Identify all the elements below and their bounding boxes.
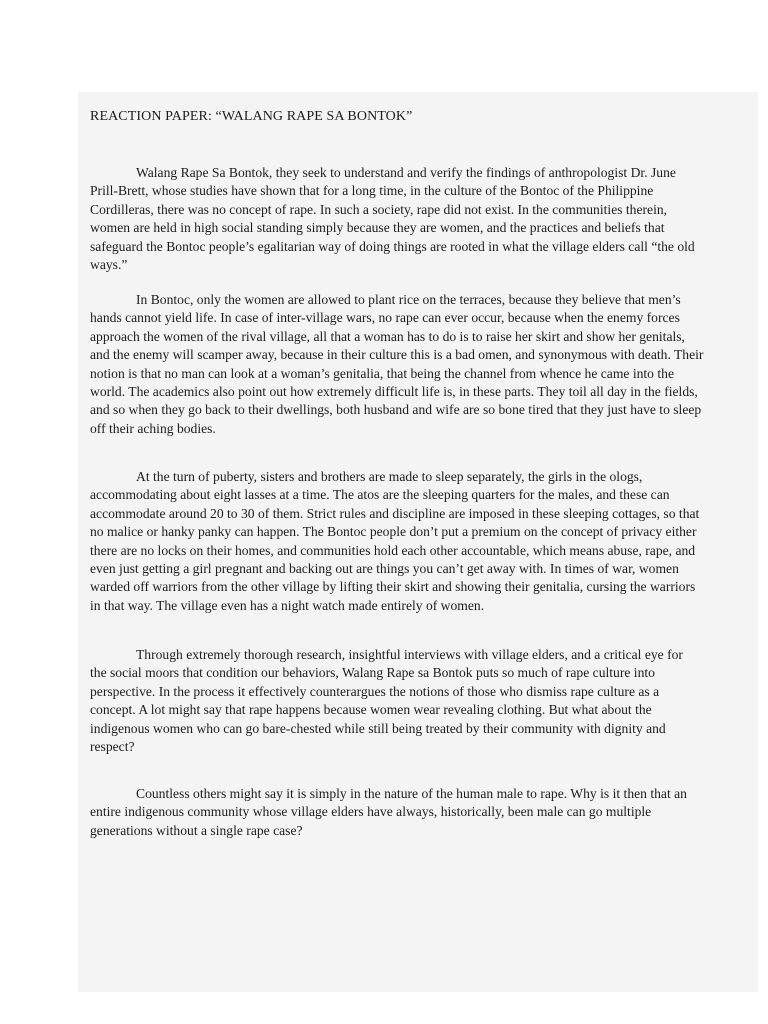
- paragraph-3: At the turn of puberty, sisters and brothers are made to sleep separately, the girls in the ologs, accommodating about eight lasses at a time. The atos are the sleeping quarters for the males, and these can accommodate around 20 to 30 of them. Strict rules and discipline are imposed in these sleeping cottages, so that no malice or hanky panky can happen. The Bontoc people don’t put a premium on the concept of privacy either there are no locks on their homes, and communities hold each other accountable, which means abuse, rape, and even just getting a girl pregnant and backing out are things you can’t get away with. In times of war, women warded off warriors from the other village by lifting their skirt and showing their genitalia, cursing the warriors in that way. The village even has a night watch made entirely of women.: [90, 469, 700, 613]
- document-body: [90, 108, 705, 838]
- paragraph-2: In Bontoc, only the women are allowed to plant rice on the terraces, because they believe that men’s hands cannot yield life. In case of inter-village wars, no rape can ever occur, because when the enemy forces approach the women of the rival village, all that a woman has to do is to raise her skirt and show her genitals, and the enemy will scamper away, because in their culture this is a bad omen, and synonymous with death. Their notion is that no man can look at a woman’s genitalia, that being the channel from whence he came into the world. The academics also point out how extremely difficult life is, in these parts. They toil all day in the fields, and so when they go back to their dwellings, both husband and wife are so bone tired that they just have to sleep off their aching bodies.: [90, 292, 704, 436]
- paragraph-4: Through extremely thorough research, insightful interviews with village elders, and a critical eye for the social moors that condition our behaviors, Walang Rape sa Bontok puts so much of rape culture into perspective. In the process it effectively counterargues the notions of those who dismiss rape culture as a concept. A lot might say that rape happens because women wear revealing clothing. But what about the indigenous women who can go bare-chested while still being treated by their community with dignity and respect?: [90, 647, 683, 755]
- paragraph-5: Countless others might say it is simply in the nature of the human male to rape. Why is it then that an entire indigenous community whose village elders have always, historically, been male can go multiple generations without a single rape case?: [90, 786, 687, 838]
- paragraph-1: Walang Rape Sa Bontok, they seek to understand and verify the findings of anthropologist Dr. June Prill-Brett, whose studies have shown that for a long time, in the culture of the Bontoc of the Philippine Cordilleras, there was no concept of rape. In such a society, rape did not exist. In the communities therein, women are held in high social standing simply because they are women, and the practices and beliefs that safeguard the Bontoc people’s egalitarian way of doing things are rooted in what the village elders call “the old ways.”: [90, 165, 695, 273]
- document-title: REACTION PAPER: “WALANG RAPE SA BONTOK”: [90, 109, 413, 124]
